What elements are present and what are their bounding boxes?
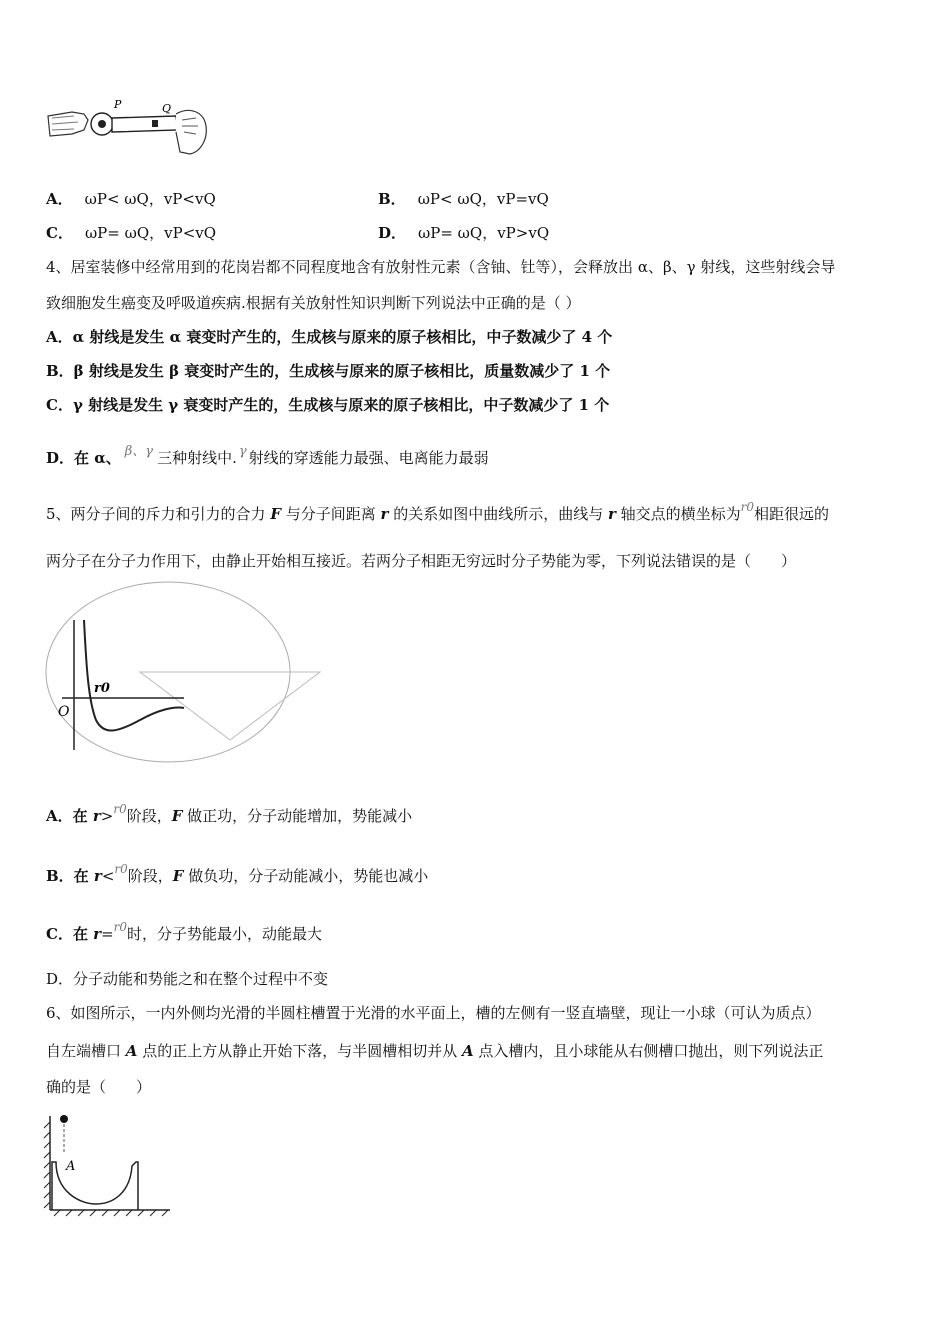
q5-stem-line2: 两分子在分子力作用下，由静止开始相互接近。若两分子相距无穷远时分子势能为零，下列说法错误的是（ ） bbox=[46, 552, 797, 570]
q6-stem-line2: 自左端槽口 A 点的正上方从静止开始下落，与半圆槽相切并从 A 点入槽内，且小球能从右侧槽口抛出，则下列说法正 bbox=[46, 1042, 824, 1060]
q3-option-a[interactable]: A． ωP< ωQ，vP<vQ bbox=[46, 190, 216, 208]
q4-option-a[interactable]: A．α 射线是发生 α 衰变时产生的，生成核与原来的原子核相比，中子数减少了 4 个 bbox=[46, 328, 613, 346]
r0-label: r0 bbox=[94, 681, 110, 696]
force-curve-figure bbox=[44, 580, 324, 766]
q5-stem-line1: 5、两分子间的斥力和引力的合力 F 与分子间距离 r 的关系如图中曲线所示，曲线与 r 轴交点的横坐标为$^{r0}$相距很远的 bbox=[46, 500, 830, 523]
wrench-figure bbox=[44, 96, 214, 160]
origin-label: O bbox=[58, 704, 70, 720]
q6-stem-line1: 6、如图所示，一内外侧均光滑的半圆柱槽置于光滑的水平面上，槽的左侧有一竖直墙壁，现让一小球（可认为质点） bbox=[46, 1004, 821, 1022]
q4-option-d[interactable]: D．在 α、 β、γ 三种射线中. γ 射线的穿透能力最强、电离能力最弱 bbox=[46, 444, 489, 467]
q4-stem-line1: 4、居室装修中经常用到的花岗岩都不同程度地含有放射性元素（含铀、钍等），会释放出 α、β、γ 射线，这些射线会导 bbox=[46, 258, 836, 276]
point-a-label: A bbox=[66, 1159, 76, 1174]
label-q: Q bbox=[162, 102, 172, 115]
q4-option-c[interactable]: C．γ 射线是发生 γ 衰变时产生的，生成核与原来的原子核相比，中子数减少了 1 个 bbox=[46, 396, 610, 414]
q5-option-c[interactable]: C．在 r=$^{r0}$时，分子势能最小，动能最大 bbox=[46, 920, 323, 943]
q6-stem-line3: 确的是（ ） bbox=[46, 1078, 152, 1096]
label-p: P bbox=[114, 98, 122, 111]
q5-option-a[interactable]: A．在 r>$^{r0}$阶段，F 做正功，分子动能增加，势能减小 bbox=[46, 802, 413, 825]
q3-option-b[interactable]: B． ωP< ωQ，vP=vQ bbox=[378, 190, 549, 208]
groove-figure bbox=[44, 1110, 174, 1218]
q4-stem-line2: 致细胞发生癌变及呼吸道疾病.根据有关放射性知识判断下列说法中正确的是（ ） bbox=[46, 294, 581, 312]
q4-option-b[interactable]: B．β 射线是发生 β 衰变时产生的，生成核与原来的原子核相比，质量数减少了 1 个 bbox=[46, 362, 611, 380]
q5-option-d[interactable]: D．分子动能和势能之和在整个过程中不变 bbox=[46, 970, 329, 988]
q3-option-d[interactable]: D． ωP= ωQ，vP>vQ bbox=[378, 224, 550, 242]
q5-option-b[interactable]: B．在 r<$^{r0}$阶段，F 做负功，分子动能减小，势能也减小 bbox=[46, 862, 429, 885]
q3-option-c[interactable]: C． ωP= ωQ，vP<vQ bbox=[46, 224, 217, 242]
